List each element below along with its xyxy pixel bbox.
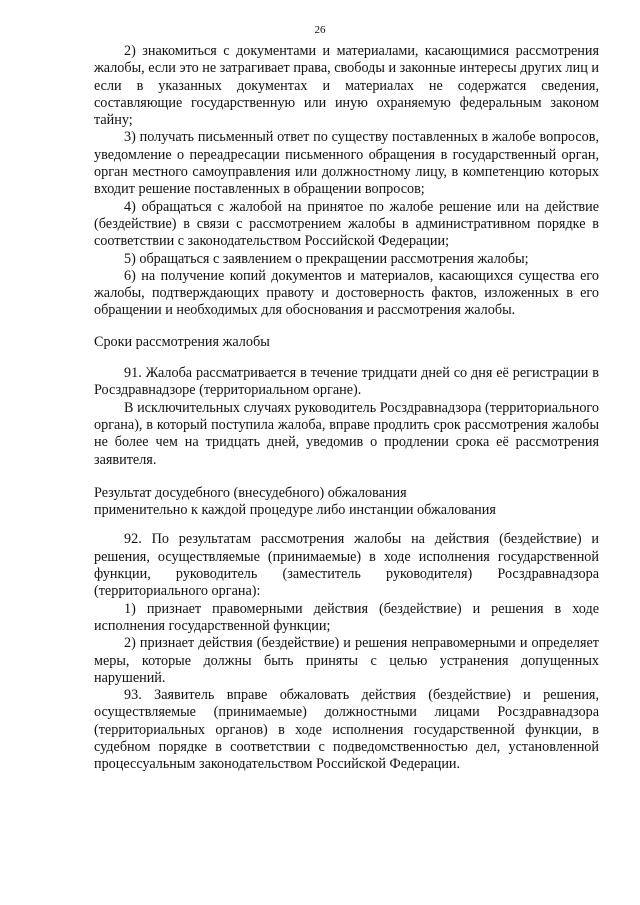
paragraph: 4) обращаться с жалобой на принятое по жалобе решение или на действие (бездействие) в связи с рассмотрением жалобы в административном порядке в соответствии с законодательством Российской Федерации; xyxy=(94,198,599,250)
paragraph: 3) получать письменный ответ по существу поставленных в жалобе вопросов, уведомление о переадресации письменного обращения в государственный орган, орган местного самоуправления или должностному лицу, в компетенцию которых входит решение поставленных в обращении вопросов; xyxy=(94,129,599,198)
page-number: 26 xyxy=(314,24,326,36)
document-body xyxy=(94,43,599,774)
paragraph: 93. Заявитель вправе обжаловать действия (бездействие) и решения, осуществляемые (принимаемые) должностными лицами Росздравнадзора (территориальных органов) в ходе исполнения государственной функции, в судебном порядке в соответствии с подведомственностью дел, установленной процессуальным законодательством Российской Федерации. xyxy=(94,687,599,773)
paragraph: 2) знакомиться с документами и материалами, касающимися рассмотрения жалобы, если это не затрагивает права, свободы и законные интересы других лиц и если в указанных документах и материалах не содержатся сведения, составляющие государственную или иную охраняемую федеральным законом тайну; xyxy=(94,43,599,129)
section-heading: Сроки рассмотрения жалобы xyxy=(94,333,270,350)
section-heading-block xyxy=(94,485,599,520)
section-heading: применительно к каждой процедуре либо инстанции обжалования xyxy=(94,502,496,519)
paragraph: В исключительных случаях руководитель Росздравнадзора (территориального органа), в который поступила жалоба, вправе продлить срок рассмотрения жалобы не более чем на тридцать дней, уведомив о продлении срока её рассмотрения заявителя. xyxy=(94,399,599,468)
section-heading: Результат досудебного (внесудебного) обжалования xyxy=(94,484,407,501)
paragraph: 6) на получение копий документов и материалов, касающихся существа его жалобы, подтверждающих правоту и достоверность фактов, изложенных в его обращении и необходимых для обоснования и рассмотрения жалобы. xyxy=(94,267,599,319)
paragraph: 2) признает действия (бездействие) и решения неправомерными и определяет меры, которые должны быть приняты с целью устранения допущенных нарушений. xyxy=(94,635,599,686)
paragraph: 92. По результатам рассмотрения жалобы на действия (бездействие) и решения, осуществляемые (принимаемые) в ходе исполнения государственной функции, руководитель (заместитель руководителя) Росздравнадзора (территориального органа): xyxy=(94,531,599,600)
paragraph: 5) обращаться с заявлением о прекращении рассмотрения жалобы; xyxy=(124,250,529,267)
paragraph: 91. Жалоба рассматривается в течение тридцати дней со дня её регистрации в Росздравнадзоре (территориальном органе). xyxy=(94,365,599,399)
paragraph: 1) признает правомерными действия (бездействие) и решения в ходе исполнения государственной функции; xyxy=(94,600,599,634)
